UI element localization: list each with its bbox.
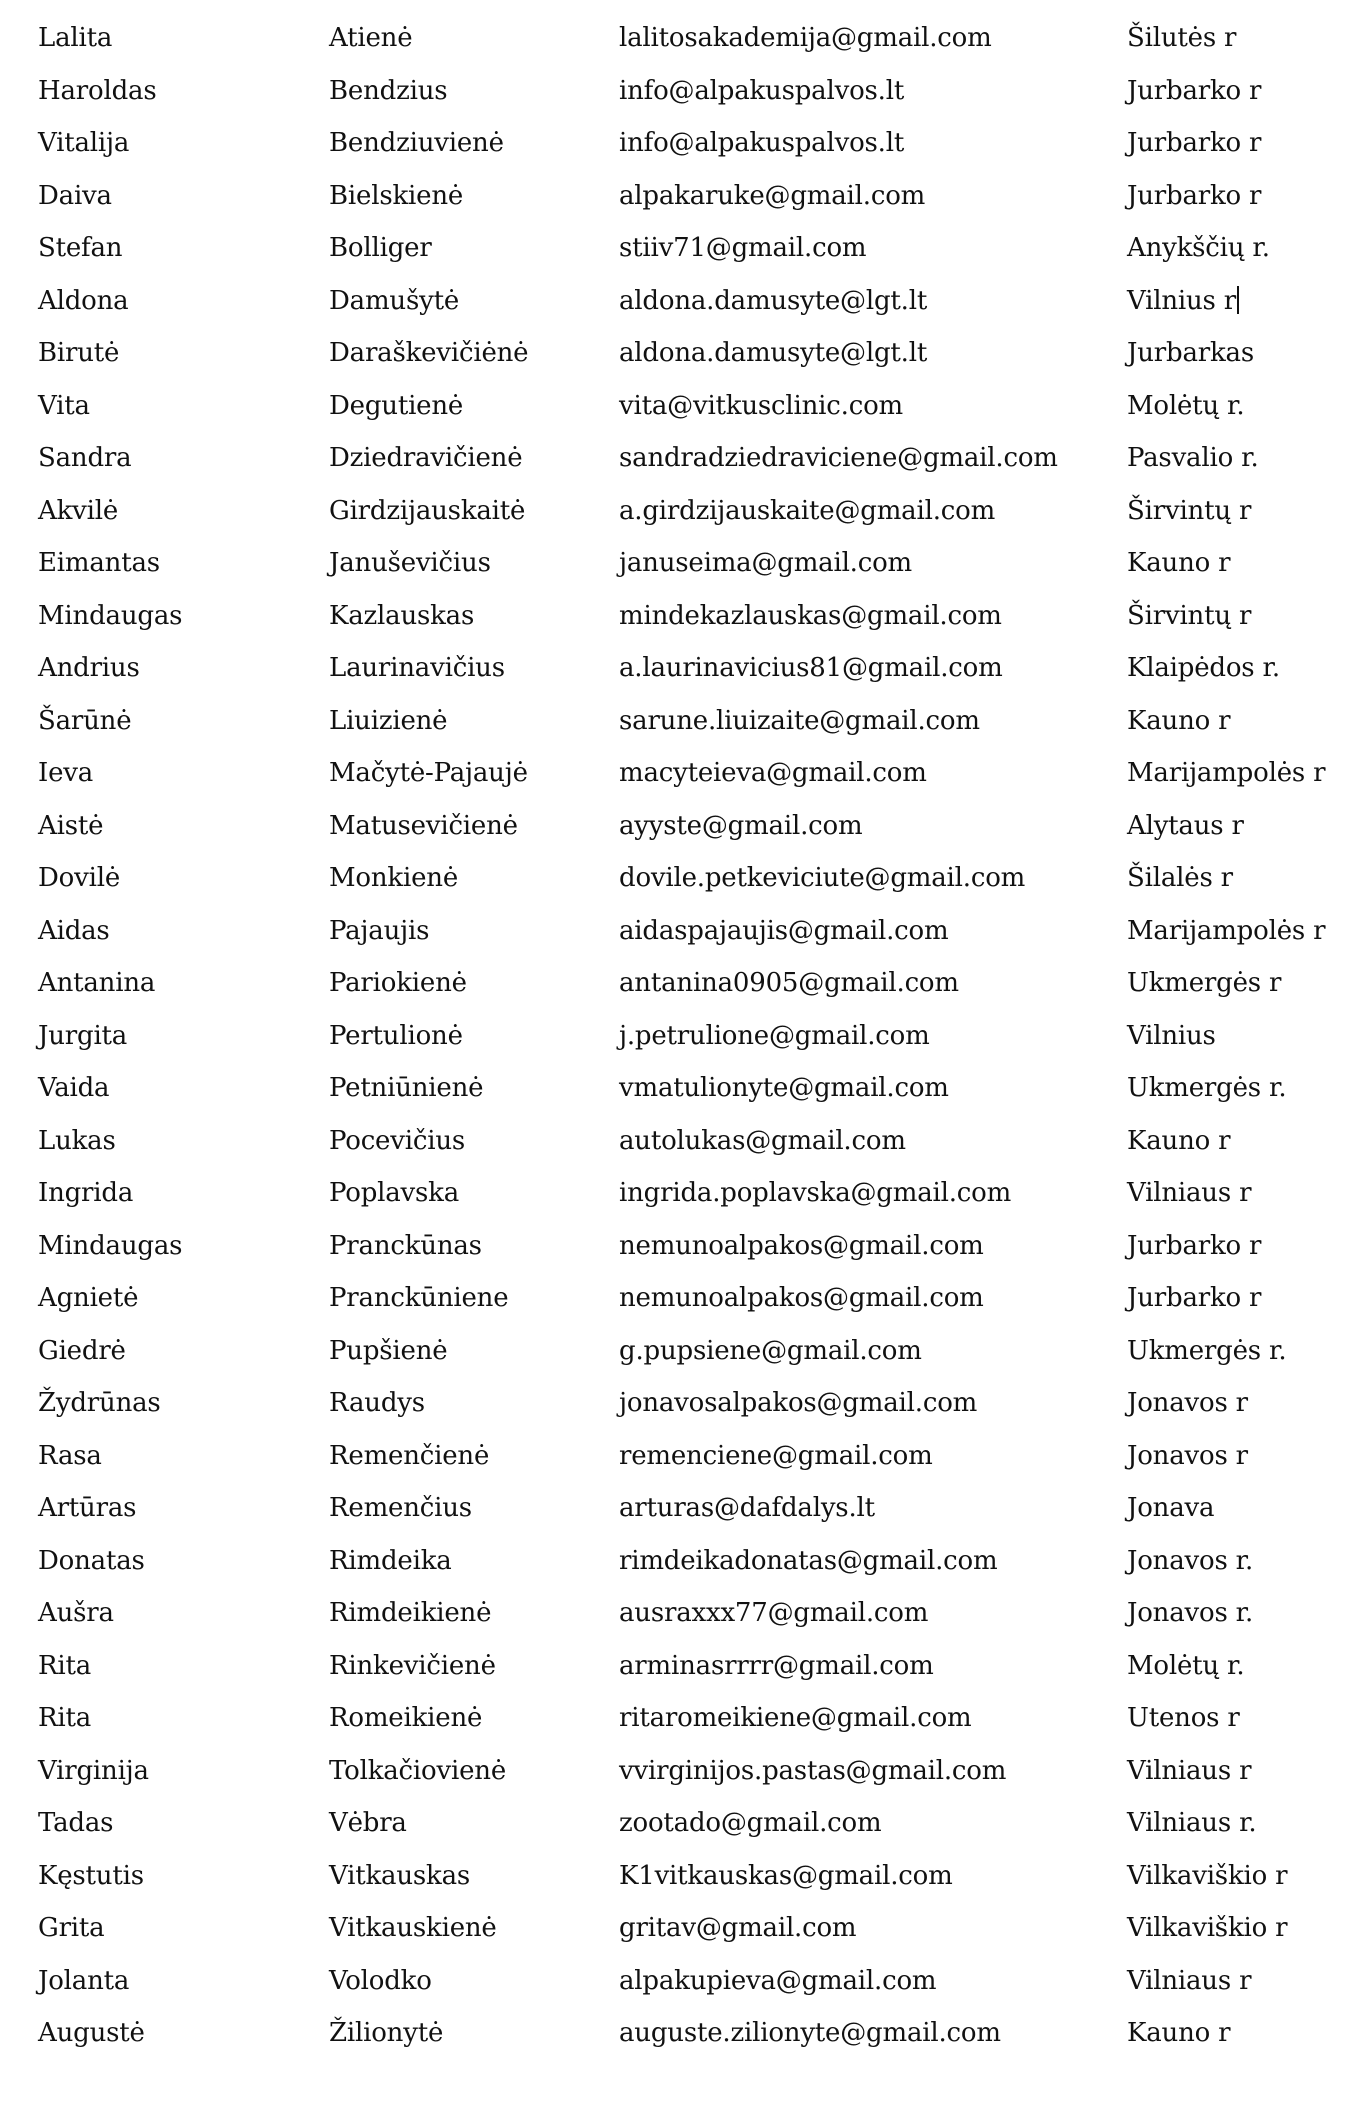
region-cell: Šilalės r: [1127, 863, 1233, 893]
first-name-cell: Aidas: [38, 915, 110, 946]
email-cell: jonavosalpakos@gmail.com: [619, 1388, 978, 1418]
table-row: [0, 852, 1366, 905]
table-row: [0, 485, 1366, 538]
last-name-cell: Daraškevičiėnė: [329, 338, 529, 368]
region-cell: Vilniaus r.: [1127, 1808, 1257, 1838]
last-name-cell: Volodko: [329, 1965, 432, 1996]
first-name-cell: Žydrūnas: [38, 1388, 161, 1418]
table-row: [0, 380, 1366, 433]
table-row: [0, 1167, 1366, 1220]
last-name-cell: Kazlauskas: [329, 600, 475, 631]
email-cell: ritaromeikiene@gmail.com: [619, 1703, 972, 1733]
last-name-cell: Bendzius: [329, 75, 448, 106]
email-cell: g.pupsiene@gmail.com: [619, 1335, 922, 1366]
region-cell: Jurbarkas: [1127, 338, 1254, 368]
last-name-cell: Vitkauskienė: [329, 1913, 497, 1943]
email-cell: zootado@gmail.com: [619, 1808, 882, 1838]
last-name-cell: Romeikienė: [329, 1703, 483, 1733]
last-name-cell: Pocevičius: [329, 1125, 466, 1156]
email-cell: info@alpakuspalvos.lt: [619, 128, 905, 158]
email-cell: sarune.liuizaite@gmail.com: [619, 705, 980, 736]
last-name-cell: Pupšienė: [329, 1335, 448, 1366]
last-name-cell: Bielskienė: [329, 180, 464, 211]
email-cell: nemunoalpakos@gmail.com: [619, 1283, 984, 1313]
region-cell: Jonavos r.: [1127, 1598, 1254, 1628]
last-name-cell: Matusevičienė: [329, 810, 518, 841]
table-row: [0, 1272, 1366, 1325]
region-cell: Vilniaus r: [1127, 1178, 1252, 1208]
email-cell: K1vitkauskas@gmail.com: [619, 1860, 953, 1891]
table-row: [0, 12, 1366, 65]
first-name-cell: Artūras: [38, 1493, 137, 1523]
email-cell: stiiv71@gmail.com: [619, 233, 867, 263]
email-cell: lalitosakademija@gmail.com: [619, 23, 992, 53]
table-row: [0, 1325, 1366, 1378]
region-cell: Anykščių r.: [1127, 233, 1270, 263]
region-cell: Marijampolės r: [1127, 915, 1326, 946]
region-cell: Vilkaviškio r: [1127, 1913, 1288, 1943]
email-cell: ausraxxx77@gmail.com: [619, 1598, 929, 1628]
last-name-cell: Raudys: [329, 1388, 425, 1418]
last-name-cell: Pajaujis: [329, 915, 430, 946]
first-name-cell: Rita: [38, 1650, 92, 1681]
region-cell: Marijampolės r: [1127, 758, 1326, 788]
first-name-cell: Birutė: [38, 338, 120, 368]
table-row: [0, 1692, 1366, 1745]
first-name-cell: Lukas: [38, 1125, 116, 1156]
first-name-cell: Sandra: [38, 443, 132, 473]
email-cell: auguste.zilionyte@gmail.com: [619, 2018, 1001, 2048]
first-name-cell: Giedrė: [38, 1335, 126, 1366]
last-name-cell: Januševičius: [329, 548, 491, 578]
first-name-cell: Jurgita: [38, 1020, 128, 1051]
first-name-cell: Tadas: [38, 1808, 114, 1838]
last-name-cell: Tolkačiovienė: [329, 1755, 507, 1786]
first-name-cell: Daiva: [38, 180, 112, 211]
email-cell: ayyste@gmail.com: [619, 810, 863, 841]
email-cell: j.petrulione@gmail.com: [619, 1020, 930, 1051]
email-cell: vmatulionyte@gmail.com: [619, 1073, 949, 1103]
first-name-cell: Grita: [38, 1913, 105, 1943]
table-row: [0, 2007, 1366, 2060]
last-name-cell: Mačytė-Pajaujė: [329, 758, 528, 788]
first-name-cell: Vitalija: [38, 128, 130, 158]
contact-table: [0, 12, 1366, 2060]
table-row: [0, 1430, 1366, 1483]
region-cell: Vilniaus r: [1127, 1755, 1252, 1786]
last-name-cell: Rimdeikienė: [329, 1598, 492, 1628]
last-name-cell: Pranckūnas: [329, 1230, 482, 1261]
email-cell: a.laurinavicius81@gmail.com: [619, 653, 1003, 683]
region-cell: Jurbarko r: [1127, 1283, 1262, 1313]
last-name-cell: Remenčienė: [329, 1440, 490, 1471]
region-cell: Vilniaus r: [1127, 1965, 1252, 1996]
first-name-cell: Rasa: [38, 1440, 102, 1471]
first-name-cell: Mindaugas: [38, 1230, 183, 1261]
first-name-cell: Vita: [38, 390, 90, 421]
region-cell: Širvintų r: [1127, 600, 1252, 631]
first-name-cell: Andrius: [38, 653, 140, 683]
first-name-cell: Mindaugas: [38, 600, 183, 631]
region-cell: Jurbarko r: [1127, 128, 1262, 158]
email-cell: arturas@dafdalys.lt: [619, 1493, 875, 1523]
last-name-cell: Rimdeika: [329, 1545, 452, 1576]
email-cell: alpakaruke@gmail.com: [619, 180, 926, 211]
last-name-cell: Girdzijauskaitė: [329, 495, 526, 526]
first-name-cell: Aistė: [38, 810, 104, 841]
region-cell: Klaipėdos r.: [1127, 653, 1280, 683]
table-row: [0, 65, 1366, 118]
region-cell: Kauno r: [1127, 2018, 1231, 2048]
table-row: [0, 1062, 1366, 1115]
last-name-cell: Dziedravičienė: [329, 443, 523, 473]
table-row: [0, 590, 1366, 643]
table-row: [0, 1640, 1366, 1693]
table-row: [0, 1535, 1366, 1588]
email-cell: macyteieva@gmail.com: [619, 758, 927, 788]
first-name-cell: Augustė: [38, 2018, 145, 2048]
table-row: [0, 537, 1366, 590]
email-cell: autolukas@gmail.com: [619, 1125, 906, 1156]
last-name-cell: Liuizienė: [329, 705, 448, 736]
email-cell: arminasrrrr@gmail.com: [619, 1650, 934, 1681]
email-cell: ingrida.poplavska@gmail.com: [619, 1178, 1012, 1208]
first-name-cell: Donatas: [38, 1545, 145, 1576]
first-name-cell: Ieva: [38, 758, 94, 788]
email-cell: januseima@gmail.com: [619, 548, 913, 578]
email-cell: info@alpakuspalvos.lt: [619, 75, 905, 106]
table-row: [0, 275, 1366, 328]
region-cell: Vilnius: [1127, 1020, 1216, 1051]
email-cell: remenciene@gmail.com: [619, 1440, 933, 1471]
last-name-cell: Laurinavičius: [329, 653, 505, 683]
region-cell: Jurbarko r: [1127, 75, 1262, 106]
last-name-cell: Pertulionė: [329, 1020, 463, 1051]
last-name-cell: Pariokienė: [329, 968, 467, 998]
table-row: [0, 957, 1366, 1010]
region-cell: Ukmergės r: [1127, 968, 1282, 998]
table-row: [0, 905, 1366, 958]
last-name-cell: Damušytė: [329, 285, 460, 316]
first-name-cell: Kęstutis: [38, 1860, 144, 1891]
last-name-cell: Poplavska: [329, 1178, 460, 1208]
email-cell: dovile.petkeviciute@gmail.com: [619, 863, 1026, 893]
region-cell: Molėtų r.: [1127, 390, 1245, 421]
first-name-cell: Ingrida: [38, 1178, 134, 1208]
table-row: [0, 222, 1366, 275]
email-cell: aldona.damusyte@lgt.lt: [619, 338, 928, 368]
last-name-cell: Remenčius: [329, 1493, 472, 1523]
region-cell: Utenos r: [1127, 1703, 1240, 1733]
table-row: [0, 170, 1366, 223]
table-row: [0, 1797, 1366, 1850]
region-cell: Jurbarko r: [1127, 180, 1262, 211]
table-row: [0, 327, 1366, 380]
region-cell: Jonavos r: [1127, 1388, 1248, 1418]
last-name-cell: Vitkauskas: [329, 1860, 471, 1891]
region-cell: Kauno r: [1127, 705, 1231, 736]
email-cell: a.girdzijauskaite@gmail.com: [619, 495, 996, 526]
first-name-cell: Dovilė: [38, 863, 121, 893]
email-cell: gritav@gmail.com: [619, 1913, 857, 1943]
email-cell: aidaspajaujis@gmail.com: [619, 915, 949, 946]
email-cell: vvirginijos.pastas@gmail.com: [619, 1755, 1007, 1786]
last-name-cell: Monkienė: [329, 863, 459, 893]
first-name-cell: Vaida: [38, 1073, 110, 1103]
region-cell: Pasvalio r.: [1127, 443, 1259, 473]
last-name-cell: Bolliger: [329, 233, 432, 263]
last-name-cell: Petniūnienė: [329, 1073, 484, 1103]
table-row: [0, 1482, 1366, 1535]
region-cell: Širvintų r: [1127, 495, 1252, 526]
first-name-cell: Aldona: [38, 285, 129, 316]
table-row: [0, 1745, 1366, 1798]
table-row: [0, 1010, 1366, 1063]
first-name-cell: Eimantas: [38, 548, 160, 578]
first-name-cell: Jolanta: [38, 1965, 130, 1996]
first-name-cell: Agnietė: [38, 1283, 139, 1313]
email-cell: mindekazlauskas@gmail.com: [619, 600, 1002, 631]
region-cell: Jonavos r.: [1127, 1545, 1254, 1576]
email-cell: sandradziedraviciene@gmail.com: [619, 443, 1058, 473]
first-name-cell: Aušra: [38, 1598, 114, 1628]
first-name-cell: Akvilė: [38, 495, 119, 526]
region-cell: Šilutės r: [1127, 23, 1237, 53]
region-cell: Alytaus r: [1127, 810, 1244, 841]
first-name-cell: Lalita: [38, 23, 113, 53]
last-name-cell: Žilionytė: [329, 2018, 444, 2048]
first-name-cell: Stefan: [38, 233, 123, 263]
table-row: [0, 642, 1366, 695]
region-cell: Kauno r: [1127, 548, 1231, 578]
last-name-cell: Rinkevičienė: [329, 1650, 496, 1681]
email-cell: antanina0905@gmail.com: [619, 968, 959, 998]
region-cell: Molėtų r.: [1127, 1650, 1245, 1681]
email-cell: vita@vitkusclinic.com: [619, 390, 903, 421]
first-name-cell: Antanina: [38, 968, 156, 998]
table-row: [0, 800, 1366, 853]
region-cell: Jurbarko r: [1127, 1230, 1262, 1261]
region-cell: Jonava: [1127, 1493, 1215, 1523]
region-cell-text-cursor[interactable]: Vilnius r: [1127, 275, 1239, 328]
first-name-cell: Haroldas: [38, 75, 157, 106]
table-row: [0, 1377, 1366, 1430]
region-cell: Kauno r: [1127, 1125, 1231, 1156]
region-cell: Ukmergės r.: [1127, 1335, 1287, 1366]
region-cell: Vilkaviškio r: [1127, 1860, 1288, 1891]
email-cell: nemunoalpakos@gmail.com: [619, 1230, 984, 1261]
email-cell: alpakupieva@gmail.com: [619, 1965, 937, 1996]
last-name-cell: Bendziuvienė: [329, 128, 504, 158]
table-row: [0, 432, 1366, 485]
table-row: [0, 1955, 1366, 2008]
last-name-cell: Vėbra: [329, 1808, 407, 1838]
table-row: [0, 1587, 1366, 1640]
table-row: [0, 1902, 1366, 1955]
region-cell: Ukmergės r.: [1127, 1073, 1287, 1103]
first-name-cell: Rita: [38, 1703, 92, 1733]
last-name-cell: Degutienė: [329, 390, 464, 421]
email-cell: aldona.damusyte@lgt.lt: [619, 285, 928, 316]
email-cell: rimdeikadonatas@gmail.com: [619, 1545, 998, 1576]
table-row: [0, 747, 1366, 800]
region-cell: Jonavos r: [1127, 1440, 1248, 1471]
first-name-cell: Virginija: [38, 1755, 149, 1786]
table-row: [0, 1850, 1366, 1903]
last-name-cell: Pranckūniene: [329, 1283, 509, 1313]
first-name-cell: Šarūnė: [38, 705, 132, 736]
table-row: [0, 1220, 1366, 1273]
table-row: [0, 117, 1366, 170]
table-row: [0, 695, 1366, 748]
table-row: [0, 1115, 1366, 1168]
last-name-cell: Atienė: [329, 23, 413, 53]
